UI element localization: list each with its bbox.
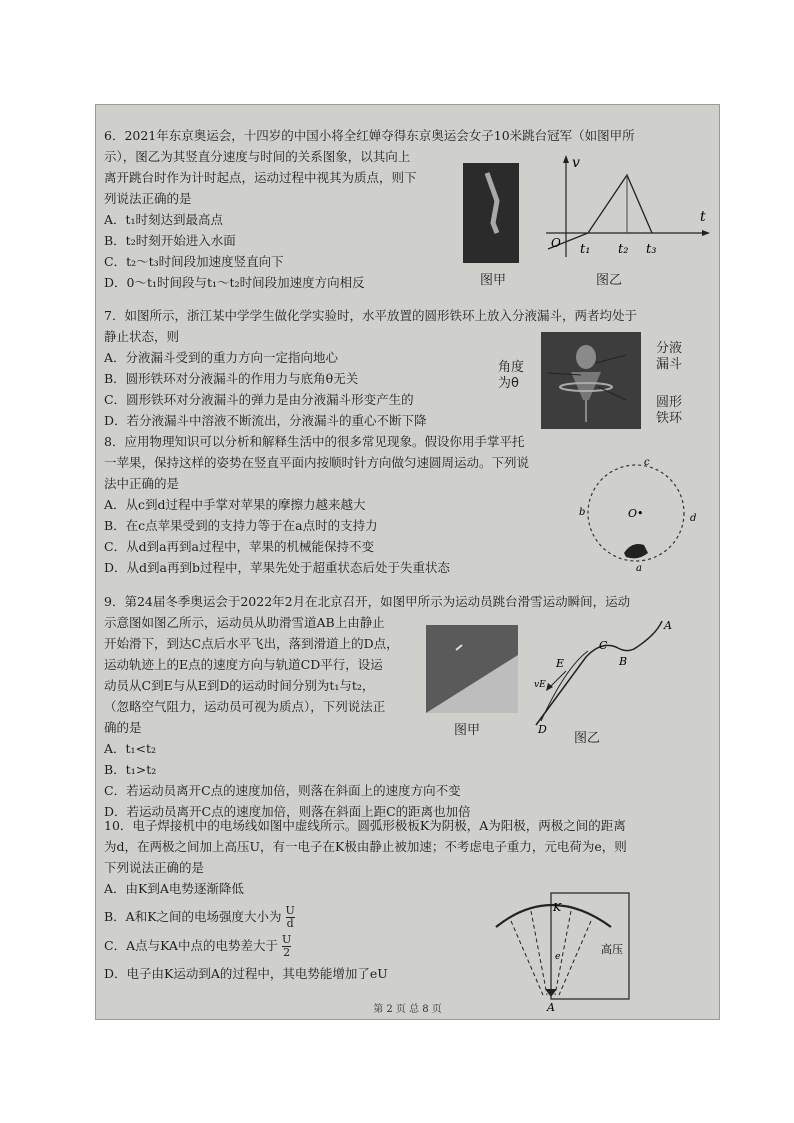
q6-line: 6．2021年东京奥运会，十四岁的中国小将全红婵夺得东京奥运会女子10米跳台冠军（如图甲所 — [104, 128, 635, 143]
q7-option-c: C．圆形铁环对分液漏斗的弹力是由分液漏斗形变产生的 — [104, 392, 414, 407]
fraction-U-over-2 — [282, 934, 291, 959]
electron-label: e — [555, 952, 561, 962]
q7-option-b: B．圆形铁环对分液漏斗的作用力与底角θ无关 — [104, 371, 359, 386]
q9-line: （忽略空气阻力，运动员可视为质点），下列说法正 — [104, 699, 386, 714]
q10-option-c-text: C．A点与KA中点的电势差大于 — [104, 938, 278, 953]
q8-option-c: C．从d到a再到a过程中，苹果的机械能保持不变 — [104, 539, 374, 554]
point-A-label: A — [664, 619, 672, 632]
slope-track — [536, 621, 662, 725]
circular-motion-diagram — [574, 457, 704, 575]
funnel-label-line1: 分液 — [656, 341, 683, 356]
q9-line: 动员从C到E与从E到D的运动时间分别为t₁与t₂， — [104, 678, 375, 693]
point-c-label: c — [644, 457, 650, 468]
center-o-label: O• — [628, 507, 644, 520]
exam-page — [95, 104, 720, 1020]
point-b-label: b — [579, 507, 586, 518]
angle-label-line2: 为θ — [498, 376, 519, 391]
q9-line: 9．第24届冬季奥运会于2022年2月在北京召开，如图甲所示为运动员跳台滑雪运动瞬间，运动 — [104, 594, 631, 609]
q8-option-b: B．在c点苹果受到的支持力等于在a点时的支持力 — [104, 518, 378, 533]
q10-line: 为d，在两极之间加上高压U，有一电子在K极由静止被加速；不考虑电子重力，元电荷为e，则 — [104, 839, 627, 854]
ski-trajectory-diagram — [526, 617, 676, 737]
ring-label-line2: 铁环 — [656, 411, 683, 426]
q10-option-b-text: B．A和K之间的电场强度大小为 — [104, 909, 282, 924]
frac-den: d — [286, 917, 294, 930]
q7-option-d: D．若分液漏斗中溶液不断流出，分液漏斗的重心不断下降 — [104, 413, 427, 428]
q7-pointer-lines — [526, 345, 666, 415]
q8-line: 8．应用物理知识可以分析和解释生活中的很多常见现象。假设你用手掌平托 — [104, 434, 525, 449]
page-footer: 第 2 页 总 8 页 — [373, 1004, 442, 1015]
velocity-time-graph — [536, 153, 716, 263]
q6-line: 示），图乙为其竖直分速度与时间的关系图象，以其向上 — [104, 149, 411, 164]
ski-jump-photo — [426, 625, 518, 713]
A-label: A — [547, 1001, 555, 1014]
electric-field-diagram — [491, 885, 631, 1015]
q8-option-a: A．从c到d过程中手掌对苹果的摩擦力越来越大 — [104, 497, 366, 512]
q10-line: 下列说法正确的是 — [104, 860, 205, 875]
frac-num: U — [281, 933, 292, 946]
q9-fig-b-caption: 图乙 — [574, 731, 601, 746]
diver-photo — [463, 163, 519, 263]
axis-t-label: t — [700, 209, 706, 225]
K-label: K — [553, 901, 562, 914]
hand-apple-icon — [624, 544, 648, 558]
q6-option-d: D．0～t₁时间段与t₁～t₂时间段加速度方向相反 — [104, 275, 365, 290]
axis-v-label: v — [572, 155, 580, 171]
fraction-U-over-d — [286, 905, 295, 930]
angle-label — [498, 360, 524, 392]
q9-option-b: B．t₁>t₂ — [104, 762, 157, 777]
q9-option-a: A．t₁<t₂ — [104, 741, 157, 756]
q9-line: 开始滑下，到达C点后水平飞出，落到滑道上的D点， — [104, 636, 399, 651]
point-C-label: C — [599, 639, 608, 652]
ski-jump-figure — [426, 625, 518, 713]
q7-line: 静止状态，则 — [104, 329, 180, 344]
q9-option-c: C．若运动员离开C点的速度加倍，则落在斜面上的速度方向不变 — [104, 783, 461, 798]
point-a-label: a — [636, 563, 642, 574]
high-voltage-label: 高压 — [601, 943, 623, 956]
velocity-E-label: vE — [534, 680, 546, 690]
q6-fig-b-caption: 图乙 — [596, 273, 623, 288]
frac-num: U — [285, 904, 295, 917]
q9-line: 运动轨迹上的E点的速度方向与轨道CD平行，设运 — [104, 657, 383, 672]
q9-fig-a-caption: 图甲 — [454, 723, 481, 738]
q6-line: 列说法正确的是 — [104, 191, 192, 206]
diver-figure — [463, 163, 519, 263]
ring-label-line1: 圆形 — [656, 395, 683, 410]
q6-option-a: A．t₁时刻达到最高点 — [104, 212, 224, 227]
q7-line: 7．如图所示，浙江某中学学生做化学实验时，水平放置的圆形铁环上放入分液漏斗，两者均处于 — [104, 308, 637, 323]
q10-option-a: A．由K到A电势逐渐降低 — [104, 881, 244, 896]
point-E-label: E — [556, 657, 565, 670]
q6-fig-a-caption: 图甲 — [480, 273, 507, 288]
point-D-label: D — [538, 723, 547, 736]
angle-label-line1: 角度 — [498, 360, 525, 375]
q6-line: 离开跳台时作为计时起点，运动过程中视其为质点，则下 — [104, 170, 417, 185]
point-B-label: B — [619, 655, 628, 668]
q10-line: 10．电子焊接机中的电场线如图中虚线所示。圆弧形极板K为阴极，A为阳极，两极之间的距离 — [104, 818, 626, 833]
q7-option-a: A．分液漏斗受到的重力方向一定指向地心 — [104, 350, 339, 365]
origin-label: O — [551, 236, 561, 250]
q6-option-c: C．t₂～t₃时间段加速度竖直向下 — [104, 254, 284, 269]
q9-line: 示意图如图乙所示，运动员从助滑雪道AB上由静止 — [104, 615, 385, 630]
q8-line: 一苹果，保持这样的姿势在竖直平面内按顺时针方向做匀速圆周运动。下列说 — [104, 455, 530, 470]
point-d-label: d — [690, 513, 697, 524]
q9-line: 确的是 — [104, 720, 142, 735]
funnel-label-line2: 漏斗 — [656, 357, 683, 372]
t2-label: t₂ — [618, 242, 629, 257]
q10-option-d: D．电子由K运动到A的过程中，其电势能增加了eU — [104, 966, 388, 981]
anode-point — [545, 989, 557, 997]
t3-label: t₃ — [646, 242, 657, 257]
frac-den: 2 — [283, 946, 291, 959]
q6-option-b: B．t₂时刻开始进入水面 — [104, 233, 236, 248]
q9-option-d: D．若运动员离开C点的速度加倍，则落在斜面上距C的距离也加倍 — [104, 804, 471, 819]
q8-option-d: D．从d到a再到b过程中，苹果先处于超重状态后处于失重状态 — [104, 560, 450, 575]
q8-line: 法中正确的是 — [104, 476, 180, 491]
t1-label: t₁ — [580, 242, 591, 257]
